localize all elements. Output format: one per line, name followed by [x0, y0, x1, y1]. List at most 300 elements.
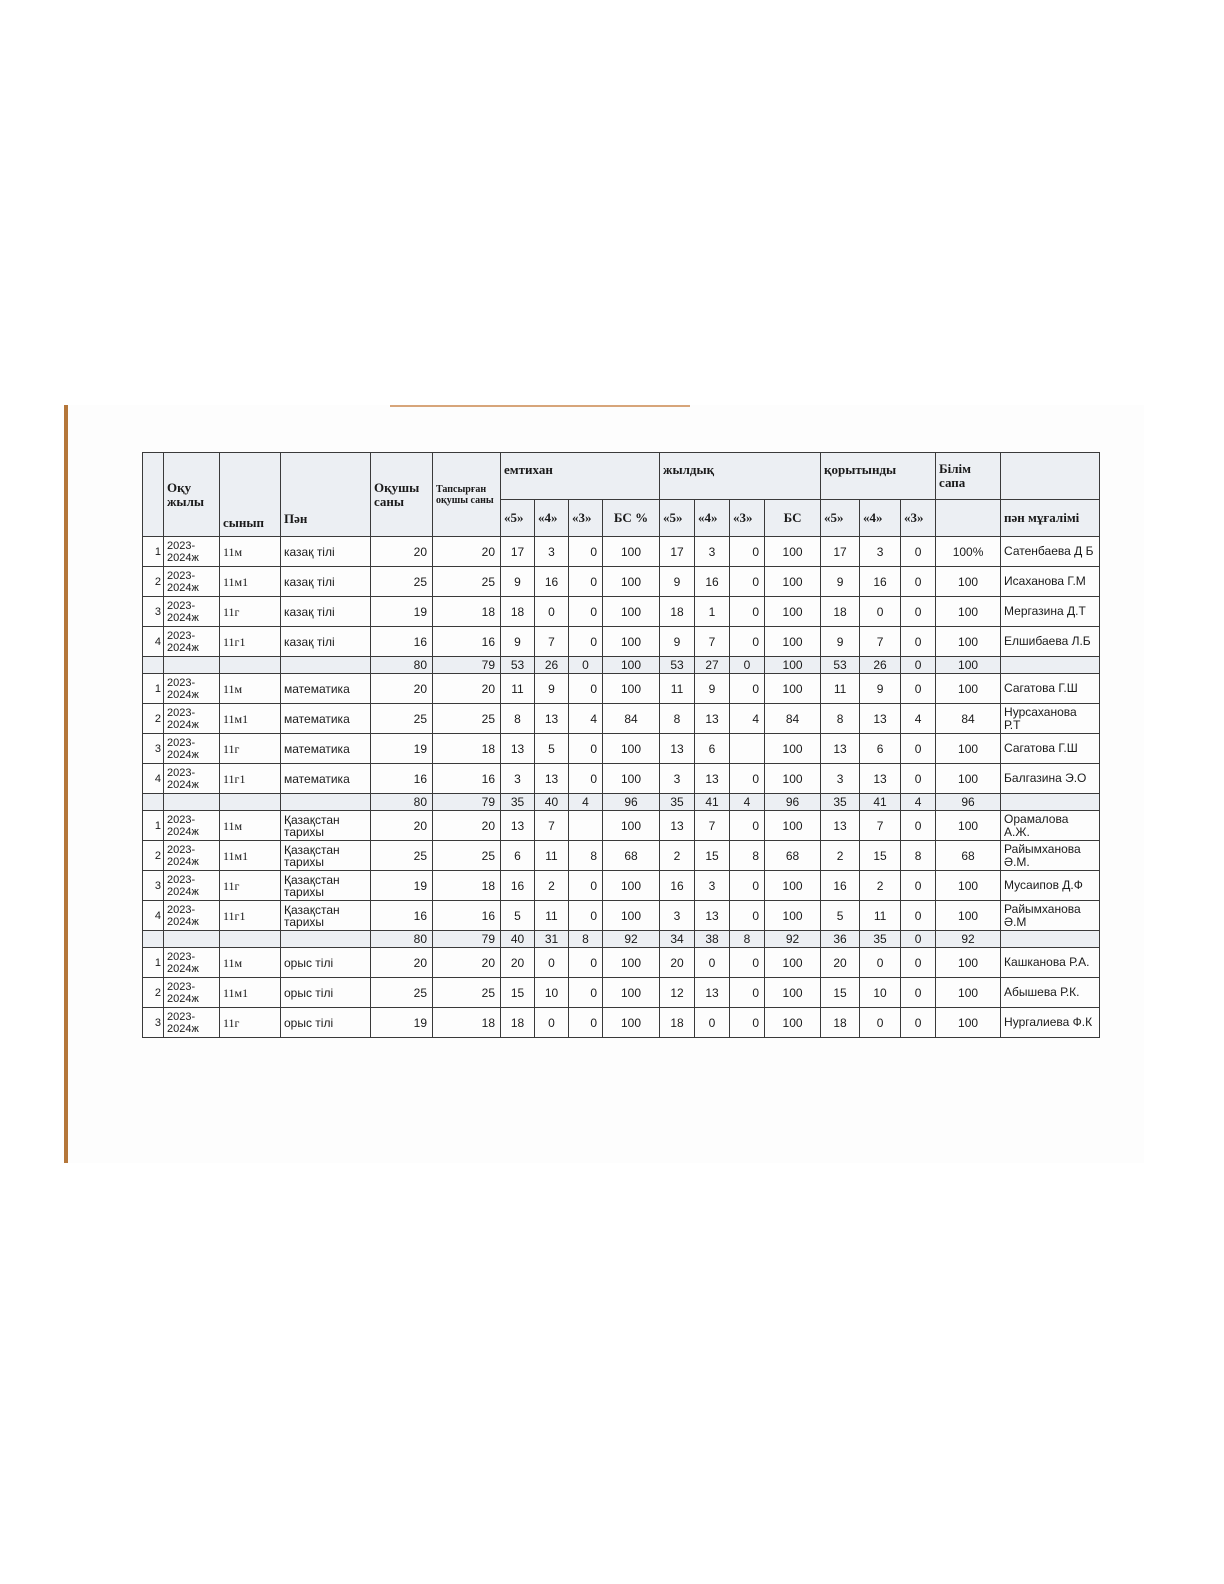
- quality-value: 100: [936, 871, 1001, 901]
- exam-grade-4: 11: [535, 901, 569, 931]
- row-teacher: Кашканова Р.А.: [1001, 948, 1100, 978]
- page-edge-shadow: [64, 405, 68, 1163]
- exam-grade-5: 11: [501, 674, 535, 704]
- exam-bs: 68: [603, 841, 660, 871]
- header-row-1: [143, 453, 1100, 500]
- quality-value: 100: [936, 597, 1001, 627]
- total-blank-cell: [143, 794, 164, 811]
- row-submitted: 18: [433, 871, 501, 901]
- total-students: 80: [371, 931, 433, 948]
- total-blank-cell: [281, 794, 371, 811]
- header-index: [143, 453, 164, 537]
- annual-grade-5: 8: [660, 704, 695, 734]
- header-subject: Пән: [281, 453, 371, 537]
- annual-grade-5: 18: [660, 597, 695, 627]
- total-final-4: 35: [860, 931, 901, 948]
- exam-grade-5: 3: [501, 764, 535, 794]
- row-submitted: 16: [433, 627, 501, 657]
- row-subject: математика: [281, 734, 371, 764]
- header-quality-value: [936, 500, 1001, 537]
- final-grade-5: 20: [821, 948, 860, 978]
- exam-grade-5: 13: [501, 734, 535, 764]
- exam-grade-5: 18: [501, 597, 535, 627]
- row-index: 3: [143, 871, 164, 901]
- header-final-4: «4»: [860, 500, 901, 537]
- final-grade-5: 17: [821, 537, 860, 567]
- final-grade-4: 0: [860, 948, 901, 978]
- annual-grade-3: 0: [730, 627, 765, 657]
- exam-grade-5: 18: [501, 1008, 535, 1038]
- total-blank-cell: [143, 657, 164, 674]
- exam-grade-4: 3: [535, 537, 569, 567]
- exam-grade-3: 0: [569, 674, 603, 704]
- header-annual-4: «4»: [695, 500, 730, 537]
- exam-bs: 100: [603, 1008, 660, 1038]
- annual-grade-3: 0: [730, 811, 765, 841]
- annual-grade-4: 13: [695, 764, 730, 794]
- exam-grade-4: 10: [535, 978, 569, 1008]
- final-grade-4: 0: [860, 597, 901, 627]
- row-year: 2023-2024ж: [164, 567, 220, 597]
- table-row: [143, 764, 1100, 794]
- row-class: 11г1: [220, 901, 281, 931]
- total-exam-5: 40: [501, 931, 535, 948]
- table-row: [143, 901, 1100, 931]
- annual-grade-4: 13: [695, 901, 730, 931]
- row-year: 2023-2024ж: [164, 734, 220, 764]
- exam-grade-3: 8: [569, 841, 603, 871]
- row-students: 25: [371, 704, 433, 734]
- row-students: 20: [371, 537, 433, 567]
- exam-bs: 100: [603, 948, 660, 978]
- exam-grade-5: 8: [501, 704, 535, 734]
- row-index: 3: [143, 597, 164, 627]
- quality-value: 100: [936, 734, 1001, 764]
- total-exam-3: 0: [569, 657, 603, 674]
- row-students: 16: [371, 764, 433, 794]
- final-grade-3: 0: [901, 901, 936, 931]
- annual-grade-5: 3: [660, 901, 695, 931]
- final-grade-3: 0: [901, 948, 936, 978]
- row-class: 11м1: [220, 978, 281, 1008]
- quality-value: 100: [936, 567, 1001, 597]
- row-teacher: Мусаипов Д.Ф: [1001, 871, 1100, 901]
- row-submitted: 25: [433, 841, 501, 871]
- exam-grade-4: 9: [535, 674, 569, 704]
- row-subject: орыс тілі: [281, 978, 371, 1008]
- total-exam-5: 35: [501, 794, 535, 811]
- total-submitted: 79: [433, 657, 501, 674]
- row-students: 20: [371, 948, 433, 978]
- final-grade-3: 0: [901, 627, 936, 657]
- row-index: 1: [143, 537, 164, 567]
- row-year: 2023-2024ж: [164, 871, 220, 901]
- annual-grade-5: 11: [660, 674, 695, 704]
- row-year: 2023-2024ж: [164, 901, 220, 931]
- quality-value: 100: [936, 901, 1001, 931]
- annual-grade-3: [730, 734, 765, 764]
- exam-grade-4: 11: [535, 841, 569, 871]
- annual-bs: 100: [765, 674, 821, 704]
- final-grade-3: 4: [901, 704, 936, 734]
- final-grade-5: 13: [821, 734, 860, 764]
- exam-grade-3: [569, 811, 603, 841]
- exam-grade-5: 6: [501, 841, 535, 871]
- total-final-5: 36: [821, 931, 860, 948]
- exam-bs: 100: [603, 811, 660, 841]
- header-annual: жылдық: [660, 453, 821, 500]
- exam-grade-4: 2: [535, 871, 569, 901]
- row-year: 2023-2024ж: [164, 597, 220, 627]
- exam-grade-3: 0: [569, 1008, 603, 1038]
- header-final-3: «3»: [901, 500, 936, 537]
- total-blank-cell: [143, 931, 164, 948]
- total-annual-bs: 92: [765, 931, 821, 948]
- row-index: 4: [143, 764, 164, 794]
- row-index: 4: [143, 901, 164, 931]
- page-edge-top: [390, 405, 690, 407]
- exam-bs: 100: [603, 597, 660, 627]
- header-blank: [1001, 453, 1100, 500]
- row-class: 11м: [220, 948, 281, 978]
- row-subject: казақ тілі: [281, 627, 371, 657]
- exam-grade-3: 0: [569, 764, 603, 794]
- quality-value: 100: [936, 1008, 1001, 1038]
- annual-bs: 100: [765, 1008, 821, 1038]
- final-grade-5: 11: [821, 674, 860, 704]
- header-annual-3: «3»: [730, 500, 765, 537]
- final-grade-5: 16: [821, 871, 860, 901]
- header-exam-5: «5»: [501, 500, 535, 537]
- row-teacher: Нурсаханова Р.Т: [1001, 704, 1100, 734]
- annual-grade-5: 12: [660, 978, 695, 1008]
- annual-grade-3: 0: [730, 764, 765, 794]
- table-row: [143, 734, 1100, 764]
- row-year: 2023-2024ж: [164, 978, 220, 1008]
- exam-grade-4: 0: [535, 1008, 569, 1038]
- row-submitted: 20: [433, 811, 501, 841]
- exam-grade-3: 0: [569, 567, 603, 597]
- row-year: 2023-2024ж: [164, 674, 220, 704]
- row-students: 20: [371, 674, 433, 704]
- row-class: 11м: [220, 674, 281, 704]
- quality-value: 100%: [936, 537, 1001, 567]
- quality-value: 100: [936, 764, 1001, 794]
- annual-grade-3: 0: [730, 978, 765, 1008]
- quality-value: 68: [936, 841, 1001, 871]
- total-annual-4: 41: [695, 794, 730, 811]
- row-students: 19: [371, 734, 433, 764]
- row-class: 11г: [220, 1008, 281, 1038]
- row-students: 16: [371, 627, 433, 657]
- total-blank-cell: [220, 931, 281, 948]
- header-exam: емтихан: [501, 453, 660, 500]
- annual-grade-3: 0: [730, 948, 765, 978]
- row-teacher: Балгазина Э.О: [1001, 764, 1100, 794]
- table-row: [143, 1008, 1100, 1038]
- quality-value: 100: [936, 674, 1001, 704]
- row-submitted: 18: [433, 1008, 501, 1038]
- exam-bs: 100: [603, 978, 660, 1008]
- table-row: [143, 704, 1100, 734]
- table-row: [143, 811, 1100, 841]
- final-grade-4: 2: [860, 871, 901, 901]
- total-blank-cell: [281, 931, 371, 948]
- row-students: 20: [371, 811, 433, 841]
- final-grade-4: 0: [860, 1008, 901, 1038]
- row-index: 1: [143, 811, 164, 841]
- annual-bs: 84: [765, 704, 821, 734]
- final-grade-3: 0: [901, 734, 936, 764]
- exam-bs: 100: [603, 901, 660, 931]
- header-exam-4: «4»: [535, 500, 569, 537]
- final-grade-4: 16: [860, 567, 901, 597]
- header-annual-5: «5»: [660, 500, 695, 537]
- row-year: 2023-2024ж: [164, 1008, 220, 1038]
- row-subject: математика: [281, 674, 371, 704]
- final-grade-4: 13: [860, 764, 901, 794]
- exam-grade-3: 4: [569, 704, 603, 734]
- exam-bs: 100: [603, 674, 660, 704]
- header-final-5: «5»: [821, 500, 860, 537]
- header-exam-bs: БС %: [603, 500, 660, 537]
- final-grade-3: 0: [901, 674, 936, 704]
- annual-grade-5: 17: [660, 537, 695, 567]
- annual-bs: 100: [765, 871, 821, 901]
- row-class: 11м1: [220, 841, 281, 871]
- row-teacher: Сагатова Г.Ш: [1001, 734, 1100, 764]
- exam-grade-3: 0: [569, 948, 603, 978]
- total-final-3: 0: [901, 657, 936, 674]
- exam-bs: 100: [603, 764, 660, 794]
- row-submitted: 16: [433, 764, 501, 794]
- annual-grade-3: 0: [730, 537, 765, 567]
- final-grade-4: 9: [860, 674, 901, 704]
- annual-bs: 100: [765, 948, 821, 978]
- exam-bs: 100: [603, 871, 660, 901]
- table-row: [143, 537, 1100, 567]
- annual-grade-4: 0: [695, 948, 730, 978]
- final-grade-3: 0: [901, 537, 936, 567]
- total-final-4: 26: [860, 657, 901, 674]
- row-students: 25: [371, 978, 433, 1008]
- quality-value: 100: [936, 978, 1001, 1008]
- annual-grade-5: 13: [660, 734, 695, 764]
- annual-grade-3: 0: [730, 901, 765, 931]
- total-row: [143, 931, 1100, 948]
- annual-grade-5: 2: [660, 841, 695, 871]
- row-index: 3: [143, 1008, 164, 1038]
- total-annual-3: 4: [730, 794, 765, 811]
- total-exam-4: 40: [535, 794, 569, 811]
- header-quality: Білім сапа: [936, 453, 1001, 500]
- row-class: 11м: [220, 811, 281, 841]
- total-exam-4: 31: [535, 931, 569, 948]
- total-annual-4: 27: [695, 657, 730, 674]
- exam-grade-3: 0: [569, 734, 603, 764]
- header-class: сынып: [220, 453, 281, 537]
- total-exam-3: 4: [569, 794, 603, 811]
- exam-grade-3: 0: [569, 627, 603, 657]
- row-teacher: Орамалова А.Ж.: [1001, 811, 1100, 841]
- row-subject: Қазақстан тарихы: [281, 841, 371, 871]
- total-blank-cell: [164, 657, 220, 674]
- annual-bs: 100: [765, 567, 821, 597]
- exam-grade-4: 0: [535, 597, 569, 627]
- table-row: [143, 948, 1100, 978]
- row-teacher: Сагатова Г.Ш: [1001, 674, 1100, 704]
- row-submitted: 20: [433, 948, 501, 978]
- final-grade-4: 13: [860, 704, 901, 734]
- final-grade-3: 0: [901, 597, 936, 627]
- total-blank-cell: [164, 794, 220, 811]
- row-submitted: 25: [433, 567, 501, 597]
- table-row: [143, 597, 1100, 627]
- final-grade-5: 5: [821, 901, 860, 931]
- total-blank-cell: [220, 657, 281, 674]
- annual-grade-3: 0: [730, 567, 765, 597]
- final-grade-5: 9: [821, 627, 860, 657]
- final-grade-4: 11: [860, 901, 901, 931]
- final-grade-5: 18: [821, 1008, 860, 1038]
- annual-grade-5: 9: [660, 567, 695, 597]
- annual-grade-4: 9: [695, 674, 730, 704]
- row-class: 11г: [220, 871, 281, 901]
- final-grade-3: 8: [901, 841, 936, 871]
- exam-grade-4: 5: [535, 734, 569, 764]
- exam-grade-3: 0: [569, 597, 603, 627]
- row-subject: орыс тілі: [281, 948, 371, 978]
- row-submitted: 16: [433, 901, 501, 931]
- annual-bs: 100: [765, 764, 821, 794]
- row-teacher: Мергазина Д.Т: [1001, 597, 1100, 627]
- row-index: 2: [143, 841, 164, 871]
- row-submitted: 20: [433, 674, 501, 704]
- total-students: 80: [371, 657, 433, 674]
- row-index: 4: [143, 627, 164, 657]
- row-class: 11м: [220, 537, 281, 567]
- row-teacher: Елшибаева Л.Б: [1001, 627, 1100, 657]
- final-grade-4: 10: [860, 978, 901, 1008]
- row-year: 2023-2024ж: [164, 704, 220, 734]
- annual-grade-5: 13: [660, 811, 695, 841]
- table-row: [143, 841, 1100, 871]
- row-teacher: Сатенбаева Д Б: [1001, 537, 1100, 567]
- exam-grade-4: 0: [535, 948, 569, 978]
- row-subject: математика: [281, 764, 371, 794]
- annual-grade-4: 13: [695, 978, 730, 1008]
- annual-grade-4: 13: [695, 704, 730, 734]
- row-subject: казақ тілі: [281, 567, 371, 597]
- row-subject: казақ тілі: [281, 537, 371, 567]
- total-blank-cell: [164, 931, 220, 948]
- total-annual-5: 34: [660, 931, 695, 948]
- annual-bs: 100: [765, 901, 821, 931]
- header-students: Оқушы саны: [371, 453, 433, 537]
- row-students: 19: [371, 597, 433, 627]
- table-row: [143, 978, 1100, 1008]
- total-exam-5: 53: [501, 657, 535, 674]
- annual-grade-5: 3: [660, 764, 695, 794]
- final-grade-4: 15: [860, 841, 901, 871]
- total-final-3: 0: [901, 931, 936, 948]
- annual-grade-4: 1: [695, 597, 730, 627]
- total-submitted: 79: [433, 794, 501, 811]
- table-row: [143, 567, 1100, 597]
- total-exam-bs: 100: [603, 657, 660, 674]
- row-class: 11м1: [220, 567, 281, 597]
- total-students: 80: [371, 794, 433, 811]
- exam-grade-5: 9: [501, 627, 535, 657]
- final-grade-3: 0: [901, 811, 936, 841]
- table-row: [143, 674, 1100, 704]
- results-table: [142, 452, 1100, 1038]
- final-grade-3: 0: [901, 871, 936, 901]
- final-grade-5: 8: [821, 704, 860, 734]
- annual-grade-4: 15: [695, 841, 730, 871]
- row-index: 1: [143, 948, 164, 978]
- annual-grade-4: 7: [695, 811, 730, 841]
- header-final: қорытынды: [821, 453, 936, 500]
- row-index: 2: [143, 978, 164, 1008]
- header-submitted: Тапсырған оқушы саны: [433, 453, 501, 537]
- total-blank-cell: [1001, 794, 1100, 811]
- row-students: 19: [371, 871, 433, 901]
- annual-grade-3: 0: [730, 1008, 765, 1038]
- final-grade-5: 2: [821, 841, 860, 871]
- annual-grade-4: 3: [695, 871, 730, 901]
- row-index: 2: [143, 704, 164, 734]
- row-students: 25: [371, 841, 433, 871]
- final-grade-4: 7: [860, 627, 901, 657]
- row-students: 19: [371, 1008, 433, 1038]
- total-annual-bs: 96: [765, 794, 821, 811]
- final-grade-5: 3: [821, 764, 860, 794]
- quality-value: 100: [936, 811, 1001, 841]
- row-year: 2023-2024ж: [164, 811, 220, 841]
- final-grade-4: 6: [860, 734, 901, 764]
- annual-grade-4: 0: [695, 1008, 730, 1038]
- total-annual-5: 53: [660, 657, 695, 674]
- row-teacher: Нургалиева Ф.К: [1001, 1008, 1100, 1038]
- exam-grade-5: 16: [501, 871, 535, 901]
- exam-grade-5: 9: [501, 567, 535, 597]
- exam-bs: 100: [603, 627, 660, 657]
- total-blank-cell: [1001, 657, 1100, 674]
- total-quality: 92: [936, 931, 1001, 948]
- total-exam-4: 26: [535, 657, 569, 674]
- final-grade-5: 13: [821, 811, 860, 841]
- exam-grade-5: 5: [501, 901, 535, 931]
- annual-grade-5: 9: [660, 627, 695, 657]
- annual-bs: 100: [765, 537, 821, 567]
- total-annual-3: 0: [730, 657, 765, 674]
- header-annual-bs: БС: [765, 500, 821, 537]
- annual-grade-4: 3: [695, 537, 730, 567]
- exam-grade-5: 20: [501, 948, 535, 978]
- total-final-3: 4: [901, 794, 936, 811]
- total-annual-3: 8: [730, 931, 765, 948]
- row-subject: Қазақстан тарихы: [281, 901, 371, 931]
- row-class: 11г: [220, 734, 281, 764]
- row-students: 25: [371, 567, 433, 597]
- annual-grade-3: 0: [730, 871, 765, 901]
- total-row: [143, 794, 1100, 811]
- row-teacher: Райымханова Ә.М: [1001, 901, 1100, 931]
- final-grade-5: 18: [821, 597, 860, 627]
- row-submitted: 18: [433, 597, 501, 627]
- final-grade-4: 3: [860, 537, 901, 567]
